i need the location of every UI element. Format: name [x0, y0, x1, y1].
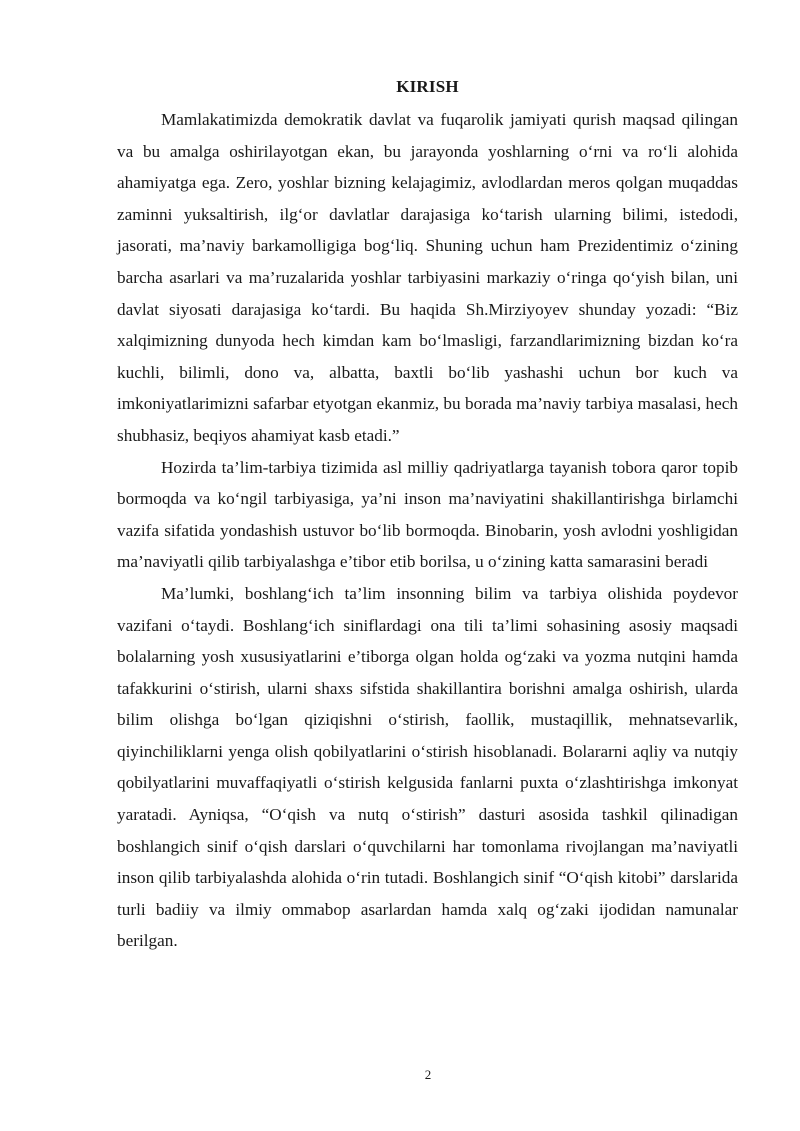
paragraph-2: Hozirda ta’lim-tarbiya tizimida asl milliy qadriyatlarga tayanish tobora qaror topib bormoqda va ko‘ngil tarbiyasiga, ya’ni inson ma’naviyatini shakillantirishga birlamchi vazifa sifatida yondashish ustuvor bo‘lib bormoqda. Binobarin, yosh avlodni yoshligidan ma’naviyatli qilib tarbiyalashga e’tibor etib borilsa, u o‘zining katta samarasini beradi — [117, 457, 738, 572]
section-title: KIRISH — [396, 77, 459, 96]
document-page — [117, 76, 738, 957]
paragraph-1: Mamlakatimizda demokratik davlat va fuqarolik jamiyati qurish maqsad qilingan va bu amalga oshirilayotgan ekan, bu jarayonda yoshlarning o‘rni va ro‘li alohida ahamiyatga ega. Zero, yoshlar bizning kelajagimiz, avlodlardan meros qolgan muqaddas zaminni yuksaltirish, ilg‘or davlatlar darajasiga ko‘tarish ularning bilimi, istedodi, jasorati, ma’naviy barkamolligiga bog‘liq. Shuning uchun ham Prezidentimiz o‘zining barcha asarlari va ma’ruzalarida yoshlar tarbiyasini markaziy o‘ringa qo‘yish bilan, uni davlat siyosati darajasiga ko‘tardi. Bu haqida Sh.Mirziyoyev shunday yozadi: “Biz xalqimizning dunyoda hech kimdan kam bo‘lmasligi, farzandlarimizning bizdan ko‘ra kuchli, bilimli, dono va, albatta, baxtli bo‘lib yashashi uchun bor kuch va imkoniyatlarimizni safarbar etyotgan ekanmiz, bu borada ma’naviy tarbiya masalasi, hech shubhasiz, beqiyos ahamiyat kasb etadi.” — [117, 110, 738, 445]
paragraph-3: Ma’lumki, boshlang‘ich ta’lim insonning bilim va tarbiya olishida poydevor vazifani o‘taydi. Boshlang‘ich siniflardagi ona tili ta’limi sohasining asosiy maqsadi bolalarning yosh xususiyatlarini e’tiborga olgan holda og‘zaki va yozma nutqini hamda tafakkurini o‘stirish, ularni shaxs sifstida shakillantira borishni amalga oshirish, ularda bilim olishga bo‘lgan qiziqishni o‘stirish, faollik, mustaqillik, mehnatsevarlik, qiyinchiliklarni yenga olish qobilyatlarini o‘stirish hisoblanadi. Bolararni aqliy va nutqiy qobilyatlarini muvaffaqiyatli o‘stirish kelgusida fanlarni puxta o‘zlashtirishga imkonyat yaratadi. Ayniqsa, “O‘qish va nutq o‘stirish” dasturi asosida tashkil qilinadigan boshlangich sinif o‘qish darslari o‘quvchilarni har tomonlama rivojlangan ma’naviyatli inson qilib tarbiyalashda alohida o‘rin tutadi. Boshlangich sinif “O‘qish kitobi” darslarida turli badiiy va ilmiy ommabop asarlardan hamda xalq og‘zaki ijodidan namunalar berilgan. — [117, 583, 738, 951]
page-number: 2 — [424, 1067, 432, 1082]
